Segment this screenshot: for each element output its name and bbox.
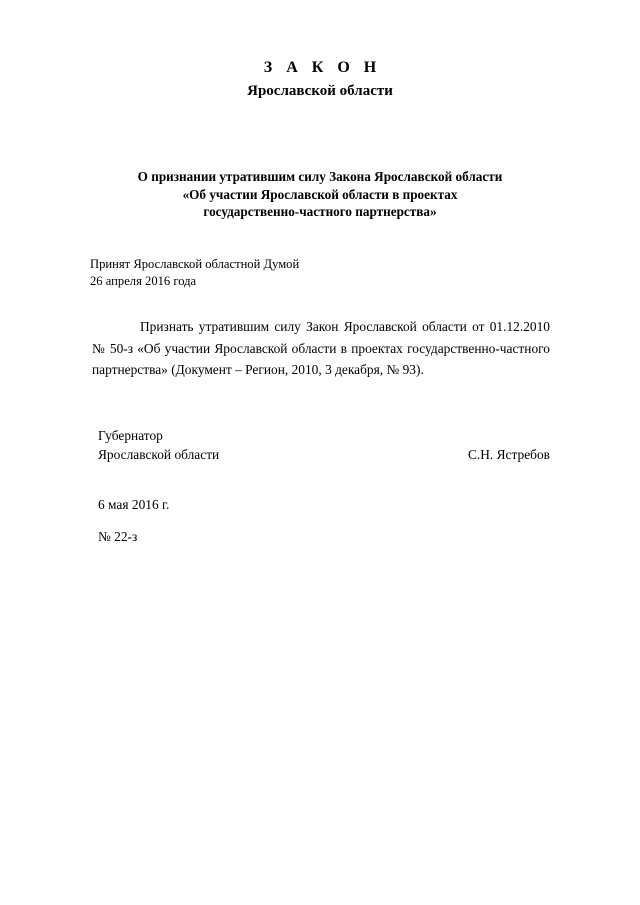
adoption-note xyxy=(90,256,470,289)
document-title-line-1: О признании утратившим силу Закона Ярославской области xyxy=(137,169,503,184)
body-paragraph: Признать утратившим силу Закон Ярославской области от 01.12.2010 № 50-з «Об участии Ярославской области в проектах государственно-частного партнерства» (Документ – Регион, 2010, 3 декабря, № 93). xyxy=(92,319,550,377)
document-subheading: Ярославской области xyxy=(247,83,393,99)
document-date: 6 мая 2016 г. xyxy=(98,497,170,512)
document-heading: З А К О Н xyxy=(263,59,382,76)
signature-block xyxy=(98,426,550,464)
signatory-role-line-1: Губернатор xyxy=(98,428,163,443)
document-title-line-3: государственно-частного партнерства» xyxy=(203,204,437,219)
signatory-role xyxy=(98,426,219,464)
adoption-note-line-2: 26 апреля 2016 года xyxy=(90,273,197,288)
signatory-role-line-2: Ярославской области xyxy=(98,447,220,462)
document-title-line-2: «Об участии Ярославской области в проектах xyxy=(182,186,458,202)
signatory-name: С.Н. Ястребов xyxy=(467,447,550,462)
document-title xyxy=(92,168,548,221)
document-number: № 22-з xyxy=(98,529,138,544)
adoption-note-line-1: Принят Ярославской областной Думой xyxy=(90,257,300,271)
